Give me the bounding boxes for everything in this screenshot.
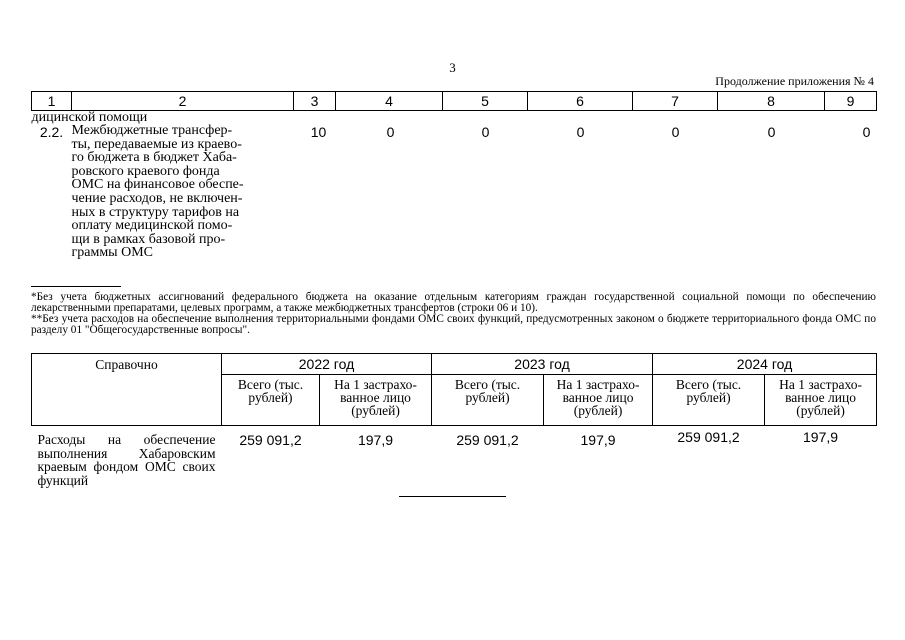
column-number: 6 — [528, 92, 633, 111]
value-cell: 197,9 — [357, 432, 394, 448]
top-table — [31, 91, 877, 260]
year-header: 2024 год — [653, 354, 877, 375]
row-name-line: ных в структуру тарифов на — [71, 204, 240, 220]
row-name-line: Межбюджетные трансфер- — [71, 123, 233, 138]
column-number: 7 — [633, 92, 718, 111]
footnote-separator — [31, 286, 121, 287]
footnotes — [31, 292, 876, 336]
prev-row-tail-text: дицинской помощи — [31, 110, 148, 125]
per-person-header: На 1 застрахо- ванное лицо (рублей) — [320, 375, 432, 426]
year-header: 2022 год — [222, 354, 432, 375]
column-number: 8 — [718, 92, 825, 111]
column-number: 1 — [32, 92, 72, 111]
row-values — [310, 124, 877, 260]
value-cell: 0 — [481, 124, 490, 140]
total-header: Всего (тыс. рублей) — [222, 375, 320, 426]
row-description: Расходы на обеспечение выполнения Хабаровским краевым фондом ОМС своих функций — [37, 432, 216, 488]
column-number: 3 — [294, 92, 336, 111]
value-cell: 197,9 — [580, 432, 616, 448]
year-header-row — [32, 354, 877, 375]
per-person-header: На 1 застрахо- ванное лицо (рублей) — [765, 375, 877, 426]
column-number: 9 — [825, 92, 877, 111]
total-header: Всего (тыс. рублей) — [432, 375, 544, 426]
year-header: 2023 год — [432, 354, 653, 375]
row-name-line: ОМС на финансовое обеспе- — [71, 177, 244, 193]
footnote: *Без учета бюджетных ассигнований федерального бюджета на оказание отдельным категориям граждан государственной социальной помощи по обеспечению лекарственными препаратами, целевых программ, а также межбюджетных трансфертов (строки 06 и 10). — [31, 291, 876, 314]
page-number: 3 — [449, 60, 456, 75]
value-cell: 0 — [671, 124, 680, 140]
row-name-line: щи в рамках базовой про- — [71, 231, 226, 247]
column-number: 4 — [336, 92, 443, 111]
value-cell: 0 — [386, 124, 395, 140]
value-cell: 259 091,2 — [239, 432, 302, 448]
row-code: 2.2. — [39, 124, 64, 140]
per-person-header: На 1 застрахо- ванное лицо (рублей) — [544, 375, 653, 426]
table-row — [32, 124, 877, 260]
value-cell: 259 091,2 — [456, 432, 519, 448]
column-number: 5 — [443, 92, 528, 111]
table-row-prev-tail — [32, 111, 877, 125]
end-separator-line — [399, 496, 506, 497]
reference-label: Справочно — [32, 354, 222, 426]
column-number: 2 — [72, 92, 294, 111]
row-name-line: оплату медицинской помо- — [71, 218, 233, 234]
row-name-line: ты, передаваемые из краево- — [71, 136, 242, 152]
value-cell: 0 — [767, 124, 776, 140]
reference-table — [31, 353, 877, 487]
value-cell: 0 — [576, 124, 585, 140]
value-cell: 197,9 — [803, 429, 839, 445]
total-header: Всего (тыс. рублей) — [653, 375, 765, 426]
row-name — [72, 124, 336, 260]
value-cell: 0 — [862, 124, 871, 140]
value-cell: 259 091,2 — [677, 429, 740, 445]
appendix-continuation-label: Продолжение приложения № 4 — [715, 74, 874, 88]
footnote: **Без учета расходов на обеспечение выполнения территориальными фондами ОМС своих функций, предусмотренных законом о бюджете территориального фонда ОМС по разделу 01 "Общегосударственные вопросы". — [31, 313, 876, 336]
row-name-line: ровского краевого фонда — [71, 163, 220, 179]
row-name-line: го бюджета в бюджет Хаба- — [71, 150, 237, 166]
column-number-row — [32, 92, 877, 111]
table-row — [32, 426, 877, 488]
row-name-line: чение расходов, не включен- — [71, 190, 243, 206]
row-line-number: 10 — [310, 124, 327, 140]
row-name-line: граммы ОМС — [71, 245, 153, 261]
